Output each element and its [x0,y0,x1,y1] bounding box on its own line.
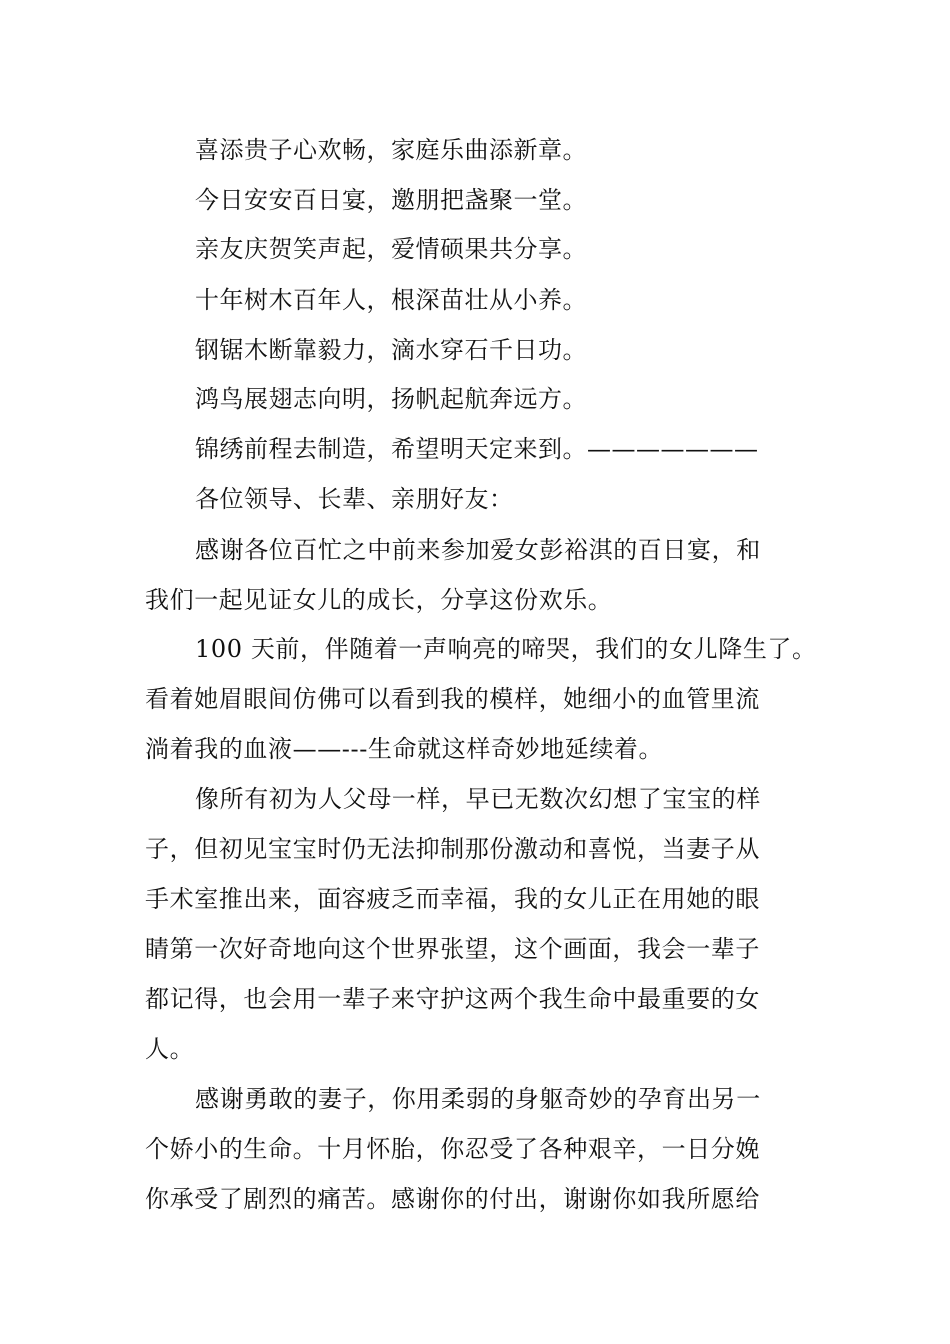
paragraph-line: 看着她眉眼间仿佛可以看到我的模样，她细小的血管里流 [145,685,760,713]
verse-line: 喜添贵子心欢畅，家庭乐曲添新章。 [195,136,587,164]
verse-line: 鸿鸟展翅志向明，扬帆起航奔远方。 [195,385,587,413]
paragraph-line: 都记得，也会用一辈子来守护这两个我生命中最重要的女 [145,985,760,1013]
paragraph-line: 我们一起见证女儿的成长，分享这份欢乐。 [145,586,613,614]
paragraph-line: 个娇小的生命。十月怀胎，你忍受了各种艰辛，一日分娩 [145,1135,760,1163]
paragraph-line: 100 天前，伴随着一声响亮的啼哭，我们的女儿降生了。 [195,635,817,663]
verse-line: 今日安安百日宴，邀朋把盏聚一堂。 [195,186,587,214]
paragraph-line: 像所有初为人父母一样，早已无数次幻想了宝宝的样 [195,785,761,813]
verse-line: 亲友庆贺笑声起，爱情硕果共分享。 [195,235,587,263]
paragraph-line: 子，但初见宝宝时仍无法抑制那份激动和喜悦，当妻子从 [145,835,760,863]
verse-line: 十年树木百年人，根深苗壮从小养。 [195,286,587,314]
paragraph-line: 手术室推出来，面容疲乏而幸福，我的女儿正在用她的眼 [145,885,760,913]
paragraph-line: 淌着我的血液——---生命就这样奇妙地延续着。 [145,735,664,763]
paragraph-line: 睛第一次好奇地向这个世界张望，这个画面，我会一辈子 [145,935,760,963]
verse-line: 钢锯木断靠毅力，滴水穿石千日功。 [195,336,587,364]
salutation: 各位领导、长辈、亲朋好友： [195,485,514,513]
verse-line: 锦绣前程去制造，希望明天定来到。——————— [195,435,759,463]
paragraph-line: 感谢各位百忙之中前来参加爱女彭裕淇的百日宴，和 [195,536,761,564]
paragraph-line: 你承受了剧烈的痛苦。感谢你的付出，谢谢你如我所愿给 [145,1185,760,1213]
paragraph-line: 感谢勇敢的妻子，你用柔弱的身躯奇妙的孕育出另一 [195,1085,761,1113]
paragraph-line: 人。 [145,1035,195,1063]
